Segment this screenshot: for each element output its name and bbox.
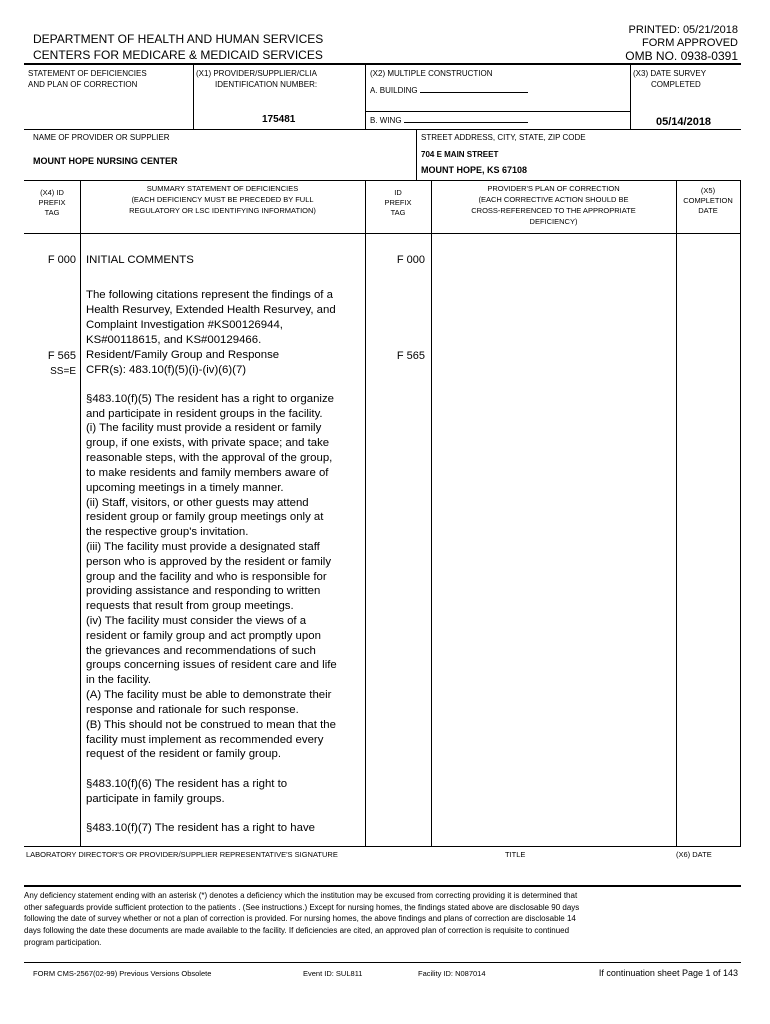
left-tag-sse: SS=E xyxy=(50,366,76,377)
body-line: KS#00118615, and KS#00129466. xyxy=(86,334,262,346)
body-line: in the facility. xyxy=(86,674,151,686)
body-line: CFR(s): 483.10(f)(5)(i)-(iv)(6)(7) xyxy=(86,364,247,376)
body-line: group and the facility and who is responsible for xyxy=(86,571,327,583)
plan-header-4: DEFICIENCY) xyxy=(529,217,578,226)
plan-header-2: (EACH CORRECTIVE ACTION SHOULD BE xyxy=(478,195,629,204)
plan-header-1: PROVIDER'S PLAN OF CORRECTION xyxy=(487,184,620,193)
title-label: TITLE xyxy=(505,850,526,859)
omb-number: OMB NO. 0938-0391 xyxy=(625,49,738,63)
wing-field xyxy=(370,114,528,126)
body-line: (B) This should not be construed to mean that the xyxy=(86,719,336,731)
body-line: the grievances and recommendations of such xyxy=(86,645,316,657)
body-line: §483.10(f)(6) The resident has a right to xyxy=(86,778,288,790)
body-line: participate in family groups. xyxy=(86,793,225,805)
provider-name: MOUNT HOPE NURSING CENTER xyxy=(33,156,178,166)
body-line: (ii) Staff, visitors, or other guests may attend xyxy=(86,497,309,509)
provider-label: NAME OF PROVIDER OR SUPPLIER xyxy=(33,133,170,142)
body-line: groups concerning issues of resident care and life xyxy=(86,659,337,671)
plan-header-3: CROSS-REFERENCED TO THE APPROPRIATE xyxy=(471,206,636,215)
footnote-line: other safeguards provide sufficient protection to the patients . (See instructions.) Except for nursing homes, the findings stated above are disclosable 90 days xyxy=(24,903,580,912)
x3-label-2: COMPLETED xyxy=(651,80,701,89)
signature-label: LABORATORY DIRECTOR'S OR PROVIDER/SUPPLIER REPRESENTATIVE'S SIGNATURE xyxy=(26,850,338,859)
body-line: to make residents and family members aware of xyxy=(86,467,329,479)
body-line: (A) The facility must be able to demonstrate their xyxy=(86,689,332,701)
body-line: requests that result from group meetings. xyxy=(86,600,294,612)
x3-value: 05/14/2018 xyxy=(656,116,712,128)
address-line-1: 704 E MAIN STREET xyxy=(421,150,499,159)
x4-header-3: TAG xyxy=(44,208,60,217)
agency-line-2: CENTERS FOR MEDICARE & MEDICAID SERVICES xyxy=(33,48,323,62)
x4-header-1: (X4) ID xyxy=(40,188,64,197)
x1-label-1: (X1) PROVIDER/SUPPLIER/CLIA xyxy=(196,69,317,78)
printed-date: PRINTED: 05/21/2018 xyxy=(628,24,738,36)
building-label: A. BUILDING xyxy=(370,86,418,95)
body-line: facility must implement as recommended every xyxy=(86,734,324,746)
footnote-line: following the date of survey whether or not a plan of correction is provided. For nursing homes, the above findings and plans of correction are disclosable 14 xyxy=(24,914,576,923)
body-line: INITIAL COMMENTS xyxy=(86,254,194,266)
address-label: STREET ADDRESS, CITY, STATE, ZIP CODE xyxy=(421,133,586,142)
agency-line-1: DEPARTMENT OF HEALTH AND HUMAN SERVICES xyxy=(33,32,324,46)
right-tag-f000: F 000 xyxy=(396,254,425,266)
body-line: (iv) The facility must consider the views of a xyxy=(86,615,307,627)
x2-label: (X2) MULTIPLE CONSTRUCTION xyxy=(370,69,493,78)
summary-header-1: SUMMARY STATEMENT OF DEFICIENCIES xyxy=(146,184,299,193)
id-header-3: TAG xyxy=(390,208,406,217)
summary-header-2: (EACH DEFICIENCY MUST BE PRECEDED BY FULL xyxy=(131,195,314,204)
form-approved: FORM APPROVED xyxy=(642,37,738,49)
statement-label-2: AND PLAN OF CORRECTION xyxy=(28,80,138,89)
body-line: the respective group's invitation. xyxy=(86,526,249,538)
body-line: group, if one exists, with private space; and take xyxy=(86,437,330,449)
footnote-line: Any deficiency statement ending with an asterisk (*) denotes a deficiency which the institution may be excused from correcting providing it is determined that xyxy=(24,891,578,900)
address-line-2: MOUNT HOPE, KS 67108 xyxy=(421,165,528,175)
left-tag-f565: F 565 xyxy=(47,350,76,362)
body-line: providing assistance and responding to written xyxy=(86,585,321,597)
body-line: §483.10(f)(5) The resident has a right to organize xyxy=(86,393,334,405)
x1-value: 175481 xyxy=(262,114,296,125)
x5-header-3: DATE xyxy=(698,206,718,215)
body-line: §483.10(f)(7) The resident has a right to have xyxy=(86,822,316,834)
left-tag-f000: F 000 xyxy=(47,254,76,266)
x1-label-2: IDENTIFICATION NUMBER: xyxy=(215,80,318,89)
right-tag-f565: F 565 xyxy=(396,350,425,362)
form-number: FORM CMS-2567(02-99) Previous Versions Obsolete xyxy=(33,969,212,978)
statement-label-1: STATEMENT OF DEFICIENCIES xyxy=(28,69,147,78)
x3-label-1: (X3) DATE SURVEY xyxy=(633,69,707,78)
id-header-2: PREFIX xyxy=(384,198,412,207)
event-id: Event ID: SUL811 xyxy=(303,969,363,978)
body-line: Complaint Investigation #KS00126944, xyxy=(86,319,283,331)
body-line: upcoming meetings in a timely manner. xyxy=(86,482,284,494)
body-line: Resident/Family Group and Response xyxy=(86,349,280,361)
x5-header-1: (X5) xyxy=(700,186,716,195)
summary-header-3: REGULATORY OR LSC IDENTIFYING INFORMATION) xyxy=(129,206,316,215)
body-line: person who is approved by the resident or family xyxy=(86,556,332,568)
footnote-line: program participation. xyxy=(24,938,102,947)
wing-label: B. WING xyxy=(370,116,402,125)
body-line: and participate in resident groups in the facility. xyxy=(86,408,323,420)
facility-id: Facility ID: N087014 xyxy=(418,969,486,978)
body-line: The following citations represent the findings of a xyxy=(86,289,333,301)
footnote-line: days following the date these documents are made available to the facility. If deficiencies are cited, an approved plan of correction is requisite to continued xyxy=(24,926,570,935)
body-line: request of the resident or family group. xyxy=(86,748,282,760)
id-header-1: ID xyxy=(394,188,402,197)
x4-header-2: PREFIX xyxy=(38,198,66,207)
building-field xyxy=(370,84,528,96)
page-indicator: If continuation sheet Page 1 of 143 xyxy=(598,968,738,978)
body-line: resident group or family group meetings only at xyxy=(86,511,324,523)
date-label: (X6) DATE xyxy=(676,850,712,859)
top-border xyxy=(24,63,741,65)
body-line: Health Resurvey, Extended Health Resurvey, and xyxy=(86,304,336,316)
body-line: (i) The facility must provide a resident or family xyxy=(86,422,322,434)
body-line: response and rationale for such response. xyxy=(86,704,299,716)
body-line: (iii) The facility must provide a designated staff xyxy=(86,541,320,553)
x5-header-2: COMPLETION xyxy=(683,196,733,205)
body-line: reasonable steps, with the approval of the group, xyxy=(86,452,333,464)
body-line: resident or family group and act promptly upon xyxy=(86,630,321,642)
